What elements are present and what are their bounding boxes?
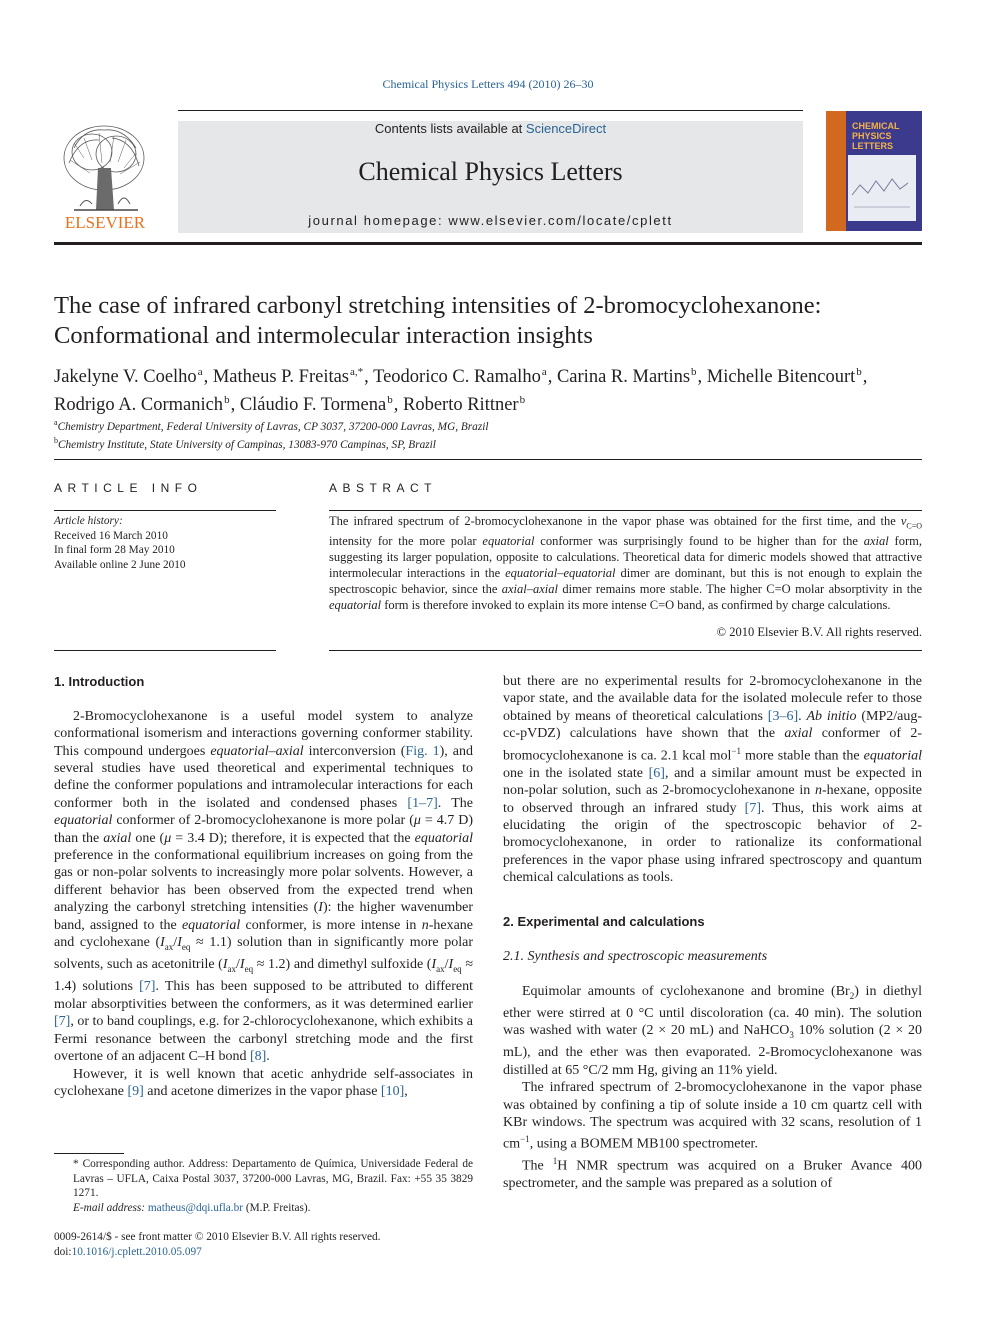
email-link[interactable]: matheus@dqi.ufla.br [147, 1201, 243, 1214]
author[interactable]: Teodorico C. Ramalho$^a$ [373, 366, 547, 387]
contents-availability [178, 121, 803, 136]
journal-homepage[interactable]: journal homepage: www.elsevier.com/locate/cplett [308, 213, 673, 228]
body-column-right [503, 673, 922, 1193]
article-history [54, 514, 276, 572]
body-paragraph: 2-Bromocyclohexanone is a useful model system to analyze conformational isomerism and interactions governing conformer stability. This compound undergoes equatorial–axial interconversion (Fig. 1), and several studies have used theoretical and experimental techniques to define the conformer populations and intramolecular interactions for each conformer both in the isolated and condensed phases [1–7]. The equatorial conformer of 2-bromocyclohexanone is more polar (μ = 4.7 D) than the axial one (μ = 3.4 D); therefore, it is expected that the equatorial preference in the conformational equilibrium increases on going from the gas or non-polar solvents to increasingly more polar solvents. However, a different behavior has been observed from the expected trend when analyzing the carbonyl stretching intensities (I): the higher wavenumber band, assigned to the equatorial conformer, is more intense in n-hexane and cyclohexane $(I_{ax}/I_{eq} \approx 1.1)$ solution than in significantly more polar solvents, such as acetonitrile $(I_{ax}/I_{eq} \approx 1.2)$ and dimethyl sulfoxide $(I_{ax}/I_{eq} \approx 1.4)$ solutions [7]. This has been supposed to be attributed to different molar absorptivities between the conformers, as it was determined earlier [7], or to band couplings, e.g. for 2-chlorocyclohexanone, which exhibits a Fermi resonance between the carbonyl stretching mode and the first overtone of an adjacent C–H bond [8]. [54, 708, 474, 1065]
abstract-copyright: © 2010 Elsevier B.V. All rights reserved. [716, 625, 922, 639]
author[interactable]: Roberto Rittner$^b$ [402, 394, 526, 415]
journal-cover-thumbnail[interactable] [826, 111, 922, 231]
final-form-date: In final form 28 May 2010 [54, 544, 175, 556]
journal-citation[interactable]: Chemical Physics Letters 494 (2010) 26–30 [382, 77, 594, 91]
front-matter [54, 1230, 473, 1259]
abstract-rule-bottom [329, 650, 922, 651]
article-title: The case of infrared carbonyl stretching intensities of 2-bromocyclohexanone: Conformational and intermolecular interaction insights [54, 292, 822, 349]
affiliation-divider [54, 459, 922, 460]
corresponding-author-footnote [54, 1157, 473, 1215]
cover-title: CHEMICAL PHYSICS LETTERS [852, 121, 900, 151]
journal-title: Chemical Physics Letters [358, 157, 623, 186]
article-info-heading: ARTICLE INFO [54, 481, 203, 495]
article-info-rule-bottom [54, 650, 276, 651]
issn-line: 0009-2614/$ - see front matter © 2010 Elsevier B.V. All rights reserved. [54, 1231, 381, 1243]
contents-prefix: Contents lists available at [374, 121, 526, 136]
abstract-heading: ABSTRACT [329, 481, 438, 495]
subsection-heading: 2.1. Synthesis and spectroscopic measurements [503, 948, 768, 964]
cover-graphic [848, 155, 916, 221]
abstract-text: The infrared spectrum of 2-bromocyclohexanone in the vapor phase was obtained for the first time, and the $\nu_{C=O}$ intensity for the more polar equatorial conformer was surprisingly found to be higher than for the axial form, suggesting its larger population, opposite to calculations. Theoretical data for dimeric models showed that attractive intermolecular interactions in the equatorial–equatorial dimer are dominant, but this is not enough to explain the spectroscopic behavior, since the axial–axial dimer remains more stable. The higher C=O molar absorptivity in the equatorial form is therefore invoked to explain its more intense C=O band, as confirmed by charge calculations. [329, 514, 922, 612]
abstract-rule [329, 510, 922, 511]
author[interactable]: Carina R. Martins$^b$ [556, 366, 697, 387]
cover-stripe [826, 111, 846, 231]
footnote-email: E-mail address: matheus@dqi.ufla.br (M.P. Freitas). [73, 1201, 311, 1214]
body-paragraph: but there are no experimental results for 2-bromocyclohexanone in the vapor state, and the available data for the isolated molecule refer to those obtained by means of theoretical calculations [3–6]. Ab initio (MP2/aug-cc-pVDZ) calculations have shown that the axial conformer of 2-bromocyclohexanone is ca. 2.1 kcal mol$^{-1}$ more stable than the equatorial one in the isolated state [6], and a similar amount must be expected in non-polar solution, such as 2-bromocyclohexanone in n-hexane, opposite to observed through an infrared study [7]. Thus, this work aims at elucidating the origin of the spectroscopic behavior of 2-bromocyclohexanone, in order to rationalize its conformational preferences in the vapor phase using infrared spectroscopy and quantum chemical calculations as tools. [503, 674, 923, 886]
affiliation: $^b$Chemistry Institute, State University of Campinas, 13083-970 Campinas, SP, Brazil [54, 436, 436, 452]
author-list: Jakelyne V. Coelho$^a$, Matheus P. Freitas$^{a,*}$, Teodorico C. Ramalho$^a$, Carina R. Martins$^b$, Michelle Bitencourt$^b$, Rodrigo A. Cormanich$^b$, Cláudio F. Tormena$^b$, Roberto Rittner$^b$ [54, 366, 868, 415]
author[interactable]: Matheus P. Freitas$^{a,*}$ [212, 366, 364, 387]
doi-link[interactable]: 10.1016/j.cplett.2010.05.097 [71, 1245, 202, 1258]
received-date: Received 16 March 2010 [54, 529, 168, 542]
sciencedirect-link[interactable]: ScienceDirect [525, 121, 607, 136]
author[interactable]: Jakelyne V. Coelho$^a$ [54, 366, 203, 387]
author[interactable]: Rodrigo A. Cormanich$^b$ [54, 394, 230, 415]
body-paragraph: The $^1$H NMR spectrum was acquired on a Bruker Avance 400 spectrometer, and the sample was prepared as a solution of [503, 1156, 923, 1192]
header-rule [178, 110, 803, 111]
affiliation: $^a$Chemistry Department, Federal University of Lavras, CP 3037, 37200-000 Lavras, MG, Brazil [54, 418, 489, 433]
header-divider [54, 242, 922, 245]
author[interactable]: Michelle Bitencourt$^b$ [706, 366, 862, 387]
section-heading: 2. Experimental and calculations [503, 913, 705, 929]
body-column-left [54, 673, 473, 1100]
author[interactable]: Cláudio F. Tormena$^b$ [239, 394, 393, 415]
section-heading: 1. Introduction [54, 674, 145, 689]
elsevier-tree-logo [54, 118, 156, 232]
body-paragraph: The infrared spectrum of 2-bromocyclohexanone in the vapor phase was obtained by confining a tip of solute inside a 10 cm quartz cell with KBr windows. The spectrum was acquired with 32 scans, resolution of 1 $cm^{-1}$, using a BOMEM MB100 spectrometer. [503, 1080, 922, 1153]
footnote-rule [54, 1153, 124, 1154]
footnote-address: * Corresponding author. Address: Departamento de Química, Universidade Federal de Lavras – UFLA, Caixa Postal 3037, 37200-000 Lavras, MG, Brazil. Fax: +55 35 3829 1271. [73, 1158, 473, 1199]
body-paragraph: Equimolar amounts of cyclohexanone and bromine $(Br_2)$ in diethyl ether were stirred at 0 °C until discoloration (ca. 40 min). The solution was washed with water (2 × 20 mL) and NaHCO$_3$ 10% solution (2 × 20 mL), and the ether was then evaporated. 2-Bromocyclohexanone was distilled at 65 °C/2 mm Hg, giving an 11% yield. [503, 983, 923, 1078]
doi-line: doi:10.1016/j.cplett.2010.05.097 [54, 1245, 202, 1258]
body-paragraph: However, it is well known that acetic anhydride self-associates in cyclohexane [9] and acetone dimerizes in the vapor phase [10], [54, 1066, 473, 1099]
elsevier-wordmark: ELSEVIER [64, 213, 146, 232]
online-date: Available online 2 June 2010 [54, 558, 186, 571]
history-label: Article history: [54, 515, 123, 527]
article-info-rule [54, 510, 276, 511]
affiliations [54, 416, 934, 453]
